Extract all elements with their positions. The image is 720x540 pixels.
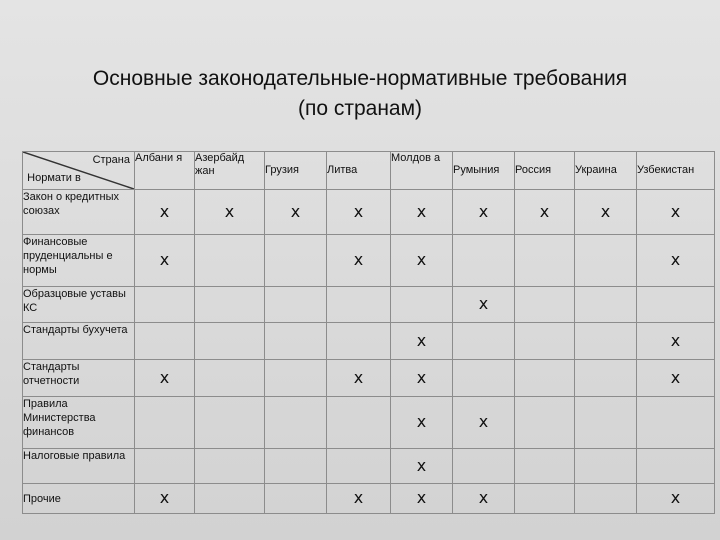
check-mark: x xyxy=(670,250,681,269)
check-mark: x xyxy=(670,330,681,350)
check-mark: x xyxy=(159,488,170,507)
table-cell xyxy=(391,360,453,397)
table-cell xyxy=(515,235,575,287)
table-cell xyxy=(391,323,453,360)
table-cell xyxy=(391,449,453,484)
table-cell xyxy=(265,397,327,449)
table-cell xyxy=(515,287,575,323)
check-mark: x xyxy=(416,412,427,431)
requirements-table xyxy=(22,151,715,514)
table-row xyxy=(23,287,715,323)
column-header: Узбекистан xyxy=(637,152,715,190)
check-mark: x xyxy=(670,488,681,507)
check-mark: x xyxy=(159,201,170,221)
table-cell xyxy=(391,484,453,514)
table-cell xyxy=(195,287,265,323)
column-header: Румыния xyxy=(453,152,515,190)
table-cell xyxy=(575,287,637,323)
table-cell xyxy=(195,449,265,484)
table-cell xyxy=(265,484,327,514)
row-label: Стандарты отчетности xyxy=(23,360,135,397)
check-mark: x xyxy=(670,201,681,221)
column-header: Грузия xyxy=(265,152,327,190)
table-cell xyxy=(453,449,515,484)
column-header: Молдов а xyxy=(391,152,453,190)
table-cell xyxy=(327,360,391,397)
check-mark: x xyxy=(159,367,170,387)
table-cell xyxy=(637,235,715,287)
check-mark: x xyxy=(224,201,235,221)
corner-country-label: Страна xyxy=(92,154,130,166)
check-mark: x xyxy=(478,412,489,431)
check-mark: x xyxy=(353,250,364,269)
table-cell xyxy=(391,190,453,235)
table-cell xyxy=(265,287,327,323)
table-cell xyxy=(453,397,515,449)
table-cell xyxy=(391,397,453,449)
table-cell xyxy=(575,397,637,449)
title-line-2: (по странам) xyxy=(297,97,423,120)
row-label: Правила Министерства финансов xyxy=(23,397,135,449)
table-cell xyxy=(265,235,327,287)
check-mark: x xyxy=(416,250,427,269)
title-line-1: Основные законодательные-нормативные требования xyxy=(92,67,628,90)
table-cell xyxy=(453,190,515,235)
table-cell xyxy=(453,323,515,360)
table-cell xyxy=(195,397,265,449)
table-cell xyxy=(575,323,637,360)
page-title xyxy=(0,64,720,124)
table-cell xyxy=(135,287,195,323)
table-cell xyxy=(637,190,715,235)
row-label: Образцовые уставы КС xyxy=(23,287,135,323)
check-mark: x xyxy=(353,367,364,387)
table-row xyxy=(23,190,715,235)
check-mark: x xyxy=(670,367,681,387)
table-cell xyxy=(575,190,637,235)
check-mark: x xyxy=(353,488,364,507)
table-cell xyxy=(515,484,575,514)
check-mark: x xyxy=(416,455,427,475)
table-cell xyxy=(195,190,265,235)
column-header: Азербайд жан xyxy=(195,152,265,190)
table-cell xyxy=(515,449,575,484)
check-mark: x xyxy=(416,330,427,350)
check-mark: x xyxy=(159,250,170,269)
table-row xyxy=(23,235,715,287)
header-row xyxy=(23,152,715,190)
table-cell xyxy=(265,190,327,235)
table-cell xyxy=(135,449,195,484)
table-cell xyxy=(391,287,453,323)
table-cell xyxy=(637,287,715,323)
check-mark: x xyxy=(478,294,489,313)
table-cell xyxy=(575,449,637,484)
table-cell xyxy=(135,190,195,235)
table-cell xyxy=(515,323,575,360)
column-header: Албани я xyxy=(135,152,195,190)
check-mark: x xyxy=(600,201,611,221)
check-mark: x xyxy=(478,201,489,221)
table-cell xyxy=(195,235,265,287)
table-cell xyxy=(637,449,715,484)
table-cell xyxy=(195,360,265,397)
table-cell xyxy=(135,323,195,360)
table-row xyxy=(23,449,715,484)
table-cell xyxy=(327,484,391,514)
table-row xyxy=(23,397,715,449)
row-label: Финансовые пруденциальны е нормы xyxy=(23,235,135,287)
table-cell xyxy=(265,323,327,360)
row-label: Стандарты бухучета xyxy=(23,323,135,360)
table-cell xyxy=(195,484,265,514)
table-cell xyxy=(391,235,453,287)
row-label: Закон о кредитных союзах xyxy=(23,190,135,235)
table-cell xyxy=(135,235,195,287)
table-cell xyxy=(327,235,391,287)
column-header: Литва xyxy=(327,152,391,190)
table-cell xyxy=(637,397,715,449)
table-cell xyxy=(135,360,195,397)
row-label: Прочие xyxy=(23,484,135,514)
table-cell xyxy=(327,287,391,323)
check-mark: x xyxy=(416,201,427,221)
column-header: Украина xyxy=(575,152,637,190)
table-cell xyxy=(453,360,515,397)
column-header: Россия xyxy=(515,152,575,190)
check-mark: x xyxy=(416,367,427,387)
corner-header xyxy=(23,152,135,190)
table-cell xyxy=(195,323,265,360)
table-cell xyxy=(575,360,637,397)
check-mark: x xyxy=(416,488,427,507)
table-row xyxy=(23,360,715,397)
table-cell xyxy=(637,360,715,397)
check-mark: x xyxy=(353,201,364,221)
table-cell xyxy=(135,484,195,514)
corner-norms-label: Нормати в xyxy=(27,172,81,184)
table-cell xyxy=(327,449,391,484)
row-label: Налоговые правила xyxy=(23,449,135,484)
check-mark: x xyxy=(290,201,301,221)
check-mark: x xyxy=(539,201,550,221)
table-cell xyxy=(515,397,575,449)
table-cell xyxy=(135,397,195,449)
table-cell xyxy=(453,235,515,287)
table-cell xyxy=(453,484,515,514)
table-cell xyxy=(453,287,515,323)
table-cell xyxy=(637,323,715,360)
table-cell xyxy=(515,190,575,235)
table-row xyxy=(23,484,715,514)
table-cell xyxy=(265,449,327,484)
table-cell xyxy=(575,235,637,287)
table-cell xyxy=(327,323,391,360)
table-cell xyxy=(575,484,637,514)
table-cell xyxy=(327,190,391,235)
table-cell xyxy=(637,484,715,514)
table-row xyxy=(23,323,715,360)
table-cell xyxy=(265,360,327,397)
table-cell xyxy=(515,360,575,397)
check-mark: x xyxy=(478,488,489,507)
table-cell xyxy=(327,397,391,449)
